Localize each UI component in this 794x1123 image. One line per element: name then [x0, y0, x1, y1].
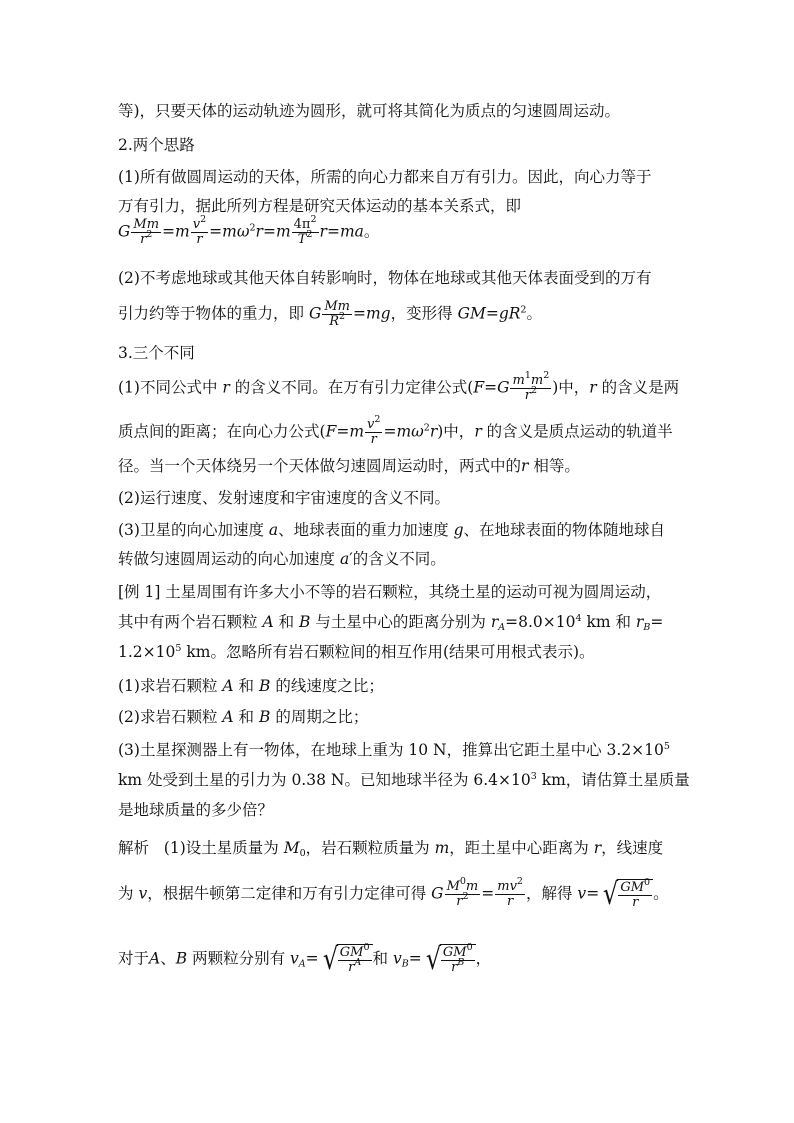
text-line: 径。当一个天体绕另一个天体做匀速圆周运动时，两式中的r 相等。	[118, 457, 580, 475]
text-line: $1.2\times 10^5$ km。忽略所有岩石颗粒间的相互作用(结果可用根式表示)。	[118, 643, 595, 661]
text-line: (1)求岩石颗粒 A 和 B 的线速度之比；	[118, 677, 384, 695]
text-line: (3)卫星的向心加速度 a、地球表面的重力加速度 g、在地球表面的物体随地球自	[118, 521, 666, 539]
text-line: 万有引力，据此所列方程是研究天体运动的基本关系式，即	[118, 197, 522, 215]
text-line: 引力约等于物体的重力，即 G $\frac{Mm}{R^2}$ =mg，变形得 $GM=gR^2$。	[118, 299, 542, 329]
formula-line: G $\frac{Mm}{r^2}$ =m $\frac{v^2}{r}$ $=m\omega^2r=m$ $\frac{4\pi^2}{T^2}$ r=ma。	[118, 214, 380, 247]
text-line: (3)土星探测器上有一物体，在地球上重为 10 N，推算出它距土星中心 $3.2\times 10^5$	[118, 741, 670, 759]
section-heading: 2.两个思路	[118, 136, 195, 154]
text-line: 其中有两个岩石颗粒 A 和 B 与土星中心的距离分别为 $r_A=8.0\times 10^4$ km 和 $r_B=$	[118, 613, 664, 633]
text-line: (2)求岩石颗粒 A 和 B 的周期之比；	[118, 708, 369, 726]
text-line: 质点间的距离；在向心力公式(F=m $\frac{v^2}{r}$ $=m\omega^2r$)中，r 的含义是质点运动的轨道半	[118, 414, 673, 447]
text-line: 转做匀速圆周运动的向心加速度 a′的含义不同。	[118, 550, 446, 568]
section-heading: 3.三个不同	[118, 344, 195, 362]
text-line: km 处受到土星的引力为 0.38 N。已知地球半径为 $6.4\times 10^3$ km，请估算土星质量	[118, 771, 690, 789]
text-line: [例 1] 土星周围有许多大小不等的岩石颗粒，其绕土星的运动可视为圆周运动，	[118, 583, 662, 601]
text-line: (2)运行速度、发射速度和宇宙速度的含义不同。	[118, 489, 450, 507]
formula-line: 对于A、B 两颗粒分别有 $v_A=$ √ $\frac{GM^0}{r^A}$ 和 $v_B=$ √ $\frac{GM^0}{r^B}$ ，	[118, 941, 492, 977]
text-line: 是地球质量的多少倍？	[118, 801, 274, 819]
formula-line: 为 v，根据牛顿第二定律和万有引力定律可得 G $\frac{M^0m}{r^2}$ = $\frac{mv^2}{r}$ ，解得 v= √ $\frac{GM^0}{r}$ 。	[118, 876, 669, 912]
text-line: (1)不同公式中 r 的含义不同。在万有引力定律公式(F=G $\frac{m^1m^2}{r^2}$ )中，r 的含义是两	[118, 370, 680, 403]
text-line: 解析 (1)设土星质量为 $M_0$，岩石颗粒质量为 m，距土星中心距离为 r，线速度	[118, 839, 664, 859]
text-line: 等)，只要天体的运动轨迹为圆形，就可将其简化为质点的匀速圆周运动。	[118, 102, 621, 120]
text-line: (1)所有做圆周运动的天体，所需的向心力都来自万有引力。因此，向心力等于	[118, 168, 652, 186]
text-line: (2)不考虑地球或其他天体自转影响时，物体在地球或其他天体表面受到的万有	[118, 269, 652, 287]
